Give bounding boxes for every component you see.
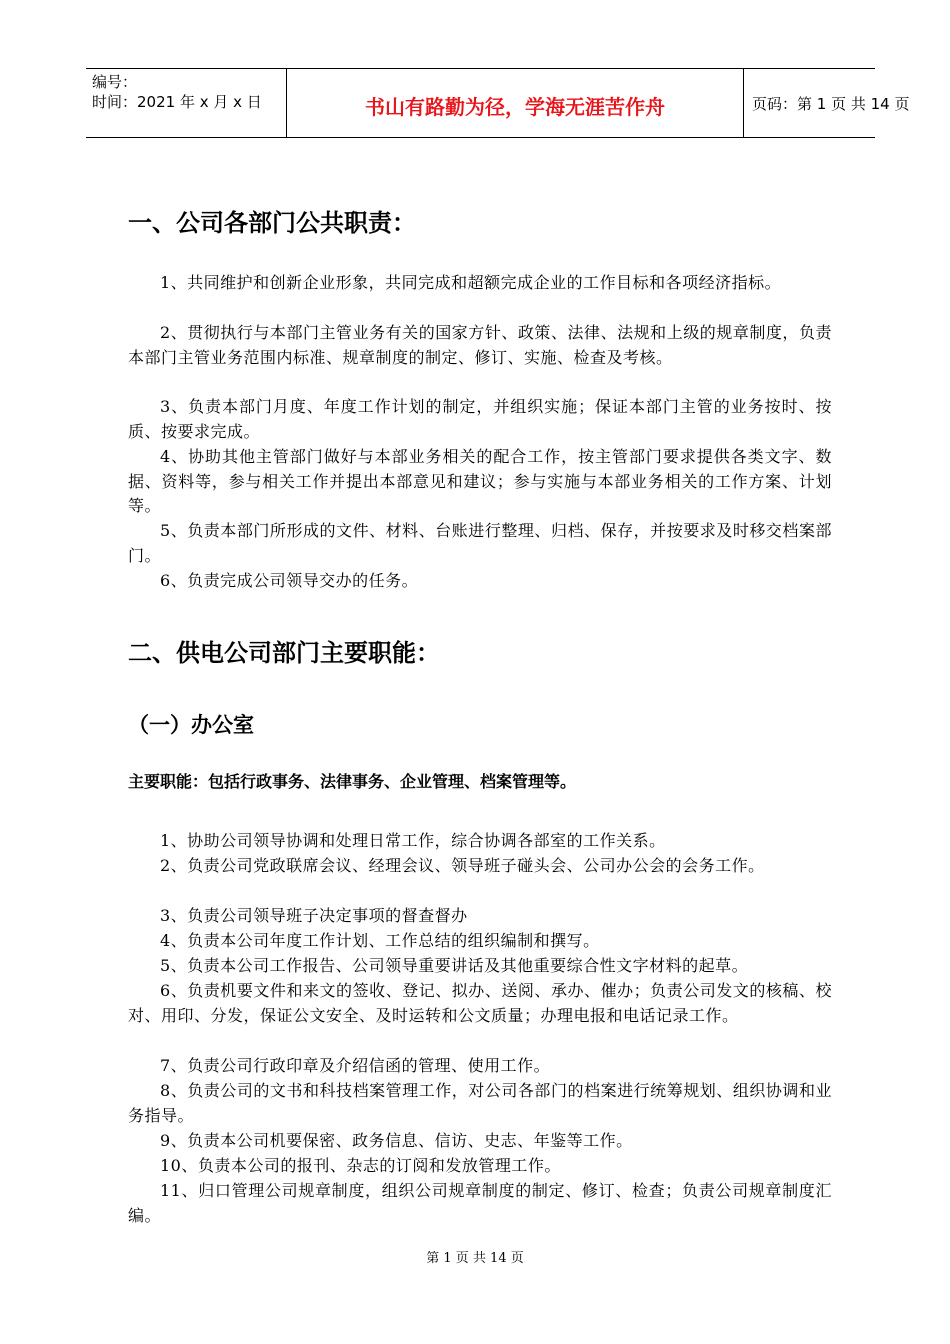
time-label: 时间：2021 年 x 月 x 日 xyxy=(92,93,262,111)
office-item-9: 9、负责本公司机要保密、政务信息、信访、史志、年鉴等工作。 xyxy=(160,1131,633,1150)
office-item-5: 5、负责本公司工作报告、公司领导重要讲话及其他重要综合性文字材料的起草。 xyxy=(160,956,749,975)
office-item-11: 11、归口管理公司规章制度，组织公司规章制度的制定、修订、检查；负责公司规章制度汇编。 xyxy=(128,1181,832,1225)
section1-item-3: 3、负责本部门月度、年度工作计划的制定，并组织实施；保证本部门主管的业务按时、按质、按要求完成。 xyxy=(128,397,832,441)
header-page-cell xyxy=(744,69,910,137)
header-motto-cell xyxy=(286,69,744,137)
office-item-7: 7、负责公司行政印章及介绍信函的管理、使用工作。 xyxy=(160,1056,551,1075)
section1-item-1: 1、共同维护和创新企业形象，共同完成和超额完成企业的工作目标和各项经济指标。 xyxy=(160,273,782,292)
office-item-4: 4、负责本公司年度工作计划、工作总结的组织编制和撰写。 xyxy=(160,931,600,950)
section1-item-2: 2、贯彻执行与本部门主管业务有关的国家方针、政策、法律、法规和上级的规章制度，负责本部门主管业务范围内标准、规章制度的制定、修订、实施、检查及考核。 xyxy=(128,323,832,367)
page-header xyxy=(86,68,910,138)
section1-title: 一、公司各部门公共职责： xyxy=(128,209,416,237)
section1-item-5: 5、负责本部门所形成的文件、材料、台账进行整理、归档、保存，并按要求及时移交档案部门。 xyxy=(128,521,832,565)
page-footer: 第 1 页 共 14 页 xyxy=(426,1251,524,1266)
section2-subtitle: （一）办公室 xyxy=(128,713,254,737)
main-functions: 主要职能：包括行政事务、法律事务、企业管理、档案管理等。 xyxy=(128,772,577,791)
office-item-3: 3、负责公司领导班子决定事项的督查督办 xyxy=(160,906,468,925)
section2-title: 二、供电公司部门主要职能： xyxy=(128,639,440,667)
number-label: 编号： xyxy=(92,73,138,91)
office-item-8: 8、负责公司的文书和科技档案管理工作，对公司各部门的档案进行统筹规划、组织协调和业务指导。 xyxy=(128,1081,832,1125)
office-item-6: 6、负责机要文件和来文的签收、登记、拟办、送阅、承办、催办；负责公司发文的核稿、校对、用印、分发，保证公文安全、及时运转和公文质量；办理电报和电话记录工作。 xyxy=(128,981,832,1025)
section1-item-4: 4、协助其他主管部门做好与本部业务相关的配合工作，按主管部门要求提供各类文字、数据、资料等，参与相关工作并提出本部意见和建议；参与实施与本部业务相关的工作方案、计划等。 xyxy=(128,447,832,516)
header-meta-cell xyxy=(86,69,286,137)
office-item-1: 1、协助公司领导协调和处理日常工作，综合协调各部室的工作关系。 xyxy=(160,831,666,850)
motto-text: 书山有路勤为径，学海无涯苦作舟 xyxy=(365,95,665,119)
office-item-10: 10、负责本公司的报刊、杂志的订阅和发放管理工作。 xyxy=(160,1156,561,1175)
section1-item-6: 6、负责完成公司领导交办的任务。 xyxy=(160,571,419,590)
page-info: 页码：第 1 页 共 14 页 xyxy=(752,95,910,113)
office-item-2: 2、负责公司党政联席会议、经理会议、领导班子碰头会、公司办公会的会务工作。 xyxy=(160,856,765,875)
